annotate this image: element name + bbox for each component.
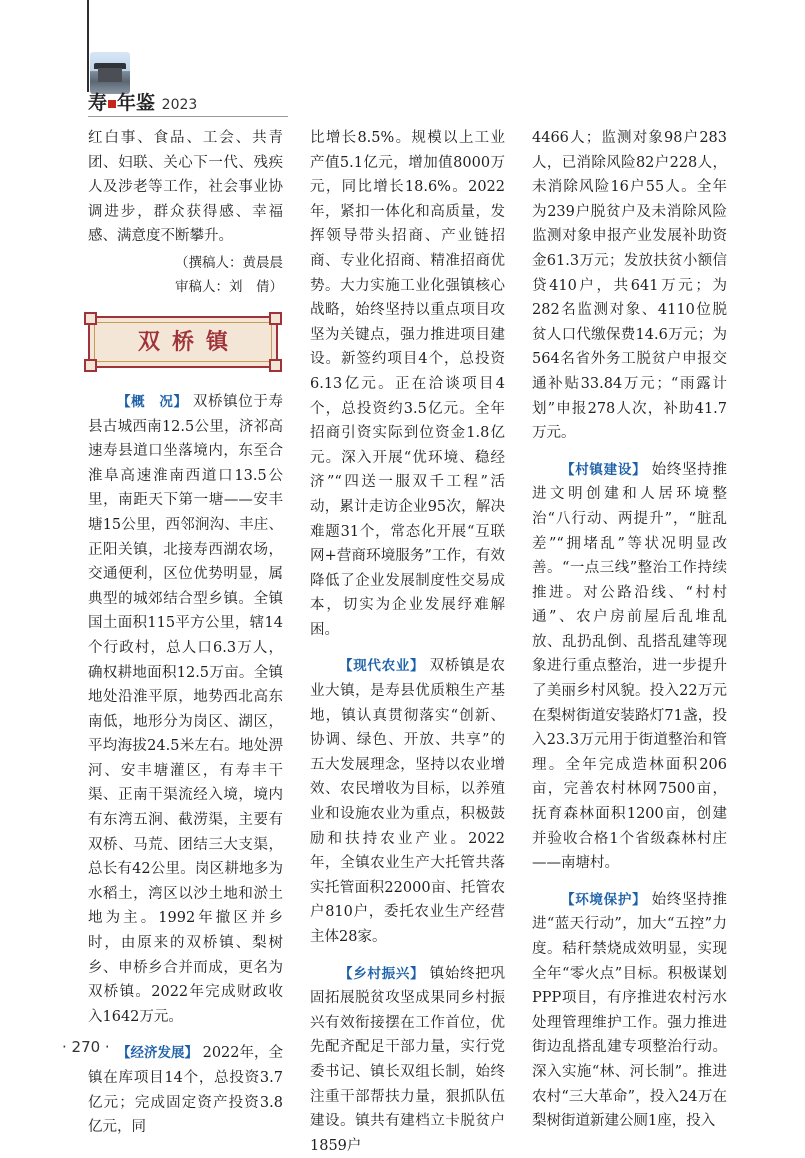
section-tag: 【概 况】 xyxy=(117,393,188,410)
banner-corner-ornament xyxy=(84,312,97,325)
red-seal-icon xyxy=(108,100,116,108)
gate-body xyxy=(98,68,122,82)
credit-writer: （撰稿人：黄晨晨 xyxy=(175,254,283,271)
banner-corner-ornament xyxy=(269,312,282,325)
column-2 xyxy=(310,126,505,1158)
section-tag: 【现代农业】 xyxy=(339,658,425,675)
column-3 xyxy=(532,126,727,1134)
title-char-shou: 寿 xyxy=(88,92,108,114)
town-heading-banner xyxy=(88,316,278,368)
title-year: 2023 xyxy=(161,97,198,113)
section-tag: 【乡村振兴】 xyxy=(339,965,425,982)
section-text: 2022年，全镇在库项目14个，总投资3.7亿元；完成固定资产投资3.8亿元，同 xyxy=(88,1045,284,1136)
section-text: 双桥镇位于寿县古城西南12.5公里，济祁高速寿县道口坐落境内，东至合淮阜高速淮南西道口13.5公里，南距天下第一塘——安丰塘15公里，西邻涧沟、丰庄、正阳关镇，北接寿西湖农场，交通便利，区位优势明显，属典型的城郊结合型乡镇。全镇国土面积115平方公里，辖14个行政村，总人口6.3万人，确权耕地面积12.5万亩。全镇地处沿淮平原，地势西北高东南低，地形分为岗区、湖区，平均海拔24.5米左右。地处淠河、安丰塘灌区，有寿丰干渠、正南干渠流经入境，境内有东湾五涧、截涝渠，主要有双桥、马荒、团结三大支渠，总长有42公里。岗区耕地多为水稻土，湾区以沙土地和淤土地为主。1992年撤区并乡时，由原来的双桥镇、梨树乡、申桥乡合并而成，更名为双桥镇。2022年完成财政收入1642万元。 xyxy=(88,393,284,1025)
section-environment xyxy=(532,888,727,1134)
section-agriculture xyxy=(310,654,505,949)
section-text: 镇始终把巩固拓展脱贫攻坚成果同乡村振兴有效衔接摆在工作首位，优先配齐配足干部力量，实行党委书记、镇长双组长制，始终注重干部帮扶力量，狠抓队伍建设。镇共有建档立卡脱贫户1859户 xyxy=(310,965,506,1154)
banner-corner-ornament xyxy=(269,359,282,372)
section-rural-revitalization xyxy=(310,962,505,1158)
paragraph-continued: 红白事、食品、工会、共青团、妇联、关心下一代、残疾人及涉老等工作，社会事业协调进步，群众获得感、幸福感、满意度不断攀升。 xyxy=(88,130,283,245)
header-gate-photo xyxy=(90,52,130,94)
page-number: · 270 · xyxy=(62,1038,110,1056)
banner-corner-ornament xyxy=(84,359,97,372)
section-text: 双桥镇是农业大镇，是寿县优质粮生产基地，镇认真贯彻落实“创新、协调、绿色、开放、共享”的五大发展理念，坚持以农业增效、农民增收为目标，以养殖业和设施农业为重点，积极鼓励和扶持农业产业。2022年，全镇农业生产大托管共落实托管面积22000亩、托管农户810户，委托农业生产经营主体28家。 xyxy=(310,658,506,945)
section-text: 始终坚持推进“蓝天行动”，加大“五控”力度。秸秆禁烧成效明显，实现全年“零火点”目标。积极谋划PPP项目，有序推进农村污水处理管理维护工作。强力推进街边乱搭乱建专项整治行动。深入实施“林、河长制”。推进农村“三大革命”，投入24万在梨树街道新建公厕1座，投入 xyxy=(532,891,728,1130)
paragraph-continued: 比增长8.5%。规模以上工业产值5.1亿元，增加值8000万元，同比增长18.6%。2022年，紧扣一体化和高质量，发挥领导带头招商、产业链招商、专业化招商、精准招商优势。大力实施工业化强镇核心战略，始终坚持以重点项目攻坚为关键点，强力推进项目建设。新签约项目4个，总投资6.13亿元。正在洽谈项目4个，总投资约3.5亿元。全年招商引资实际到位资金1.8亿元。深入开展“优环境、稳经济”“四送一服双千工程”活动，累计走访企业95次，解决难题31个，常态化开展“互联网+营商环境服务”工作，有效降低了企业发展制度性交易成本，切实为企业发展纾难解困。 xyxy=(310,130,505,638)
section-economy xyxy=(88,1041,283,1139)
header-underline xyxy=(88,116,288,117)
credit-reviewer: 审稿人：刘 倩） xyxy=(175,278,283,295)
section-text: 始终坚持推进文明创建和人居环境整治“八行动、两提升”，“脏乱差”“拥堵乱”等状况明显改善。“一点三线”整治工作持续推进。对公路沿线、“村村通”、农户房前屋后乱堆乱放、乱扔乱倒、乱搭乱建等现象进行重点整治，进一步提升了美丽乡村风貌。投入22万元在梨树街道安装路灯71盏，投入23.3万元用于街道整治和管理。全年完成造林面积206亩，完善农村林网7500亩，抚育森林面积1200亩，创建并验收合格1个省级森林村庄——南塘村。 xyxy=(532,461,728,872)
paragraph-continued: 4466人；监测对象98户283人，已消除风险82户228人，未消除风险16户55人。全年为239户脱贫户及未消除风险监测对象申报产业发展补助资金61.3万元；发放扶贫小额信贷410户，共641万元；为282名监测对象、4110位脱贫人口代缴保费14.6万元；为564名省外务工脱贫户申报交通补贴33.84万元；“雨露计划”申报278人次，补助41.7万元。 xyxy=(532,130,727,442)
yearbook-title xyxy=(88,92,197,116)
section-overview xyxy=(88,390,283,1029)
section-town-construction xyxy=(532,458,727,876)
section-tag: 【经济发展】 xyxy=(117,1045,198,1062)
header-vertical-rule xyxy=(87,0,89,92)
title-yearbook: 年鉴 xyxy=(117,92,156,114)
section-tag: 【环境保护】 xyxy=(561,891,647,908)
author-credit xyxy=(88,251,283,299)
section-tag: 【村镇建设】 xyxy=(561,461,647,478)
town-title: 双桥镇 xyxy=(137,328,240,355)
column-1 xyxy=(88,126,283,1140)
